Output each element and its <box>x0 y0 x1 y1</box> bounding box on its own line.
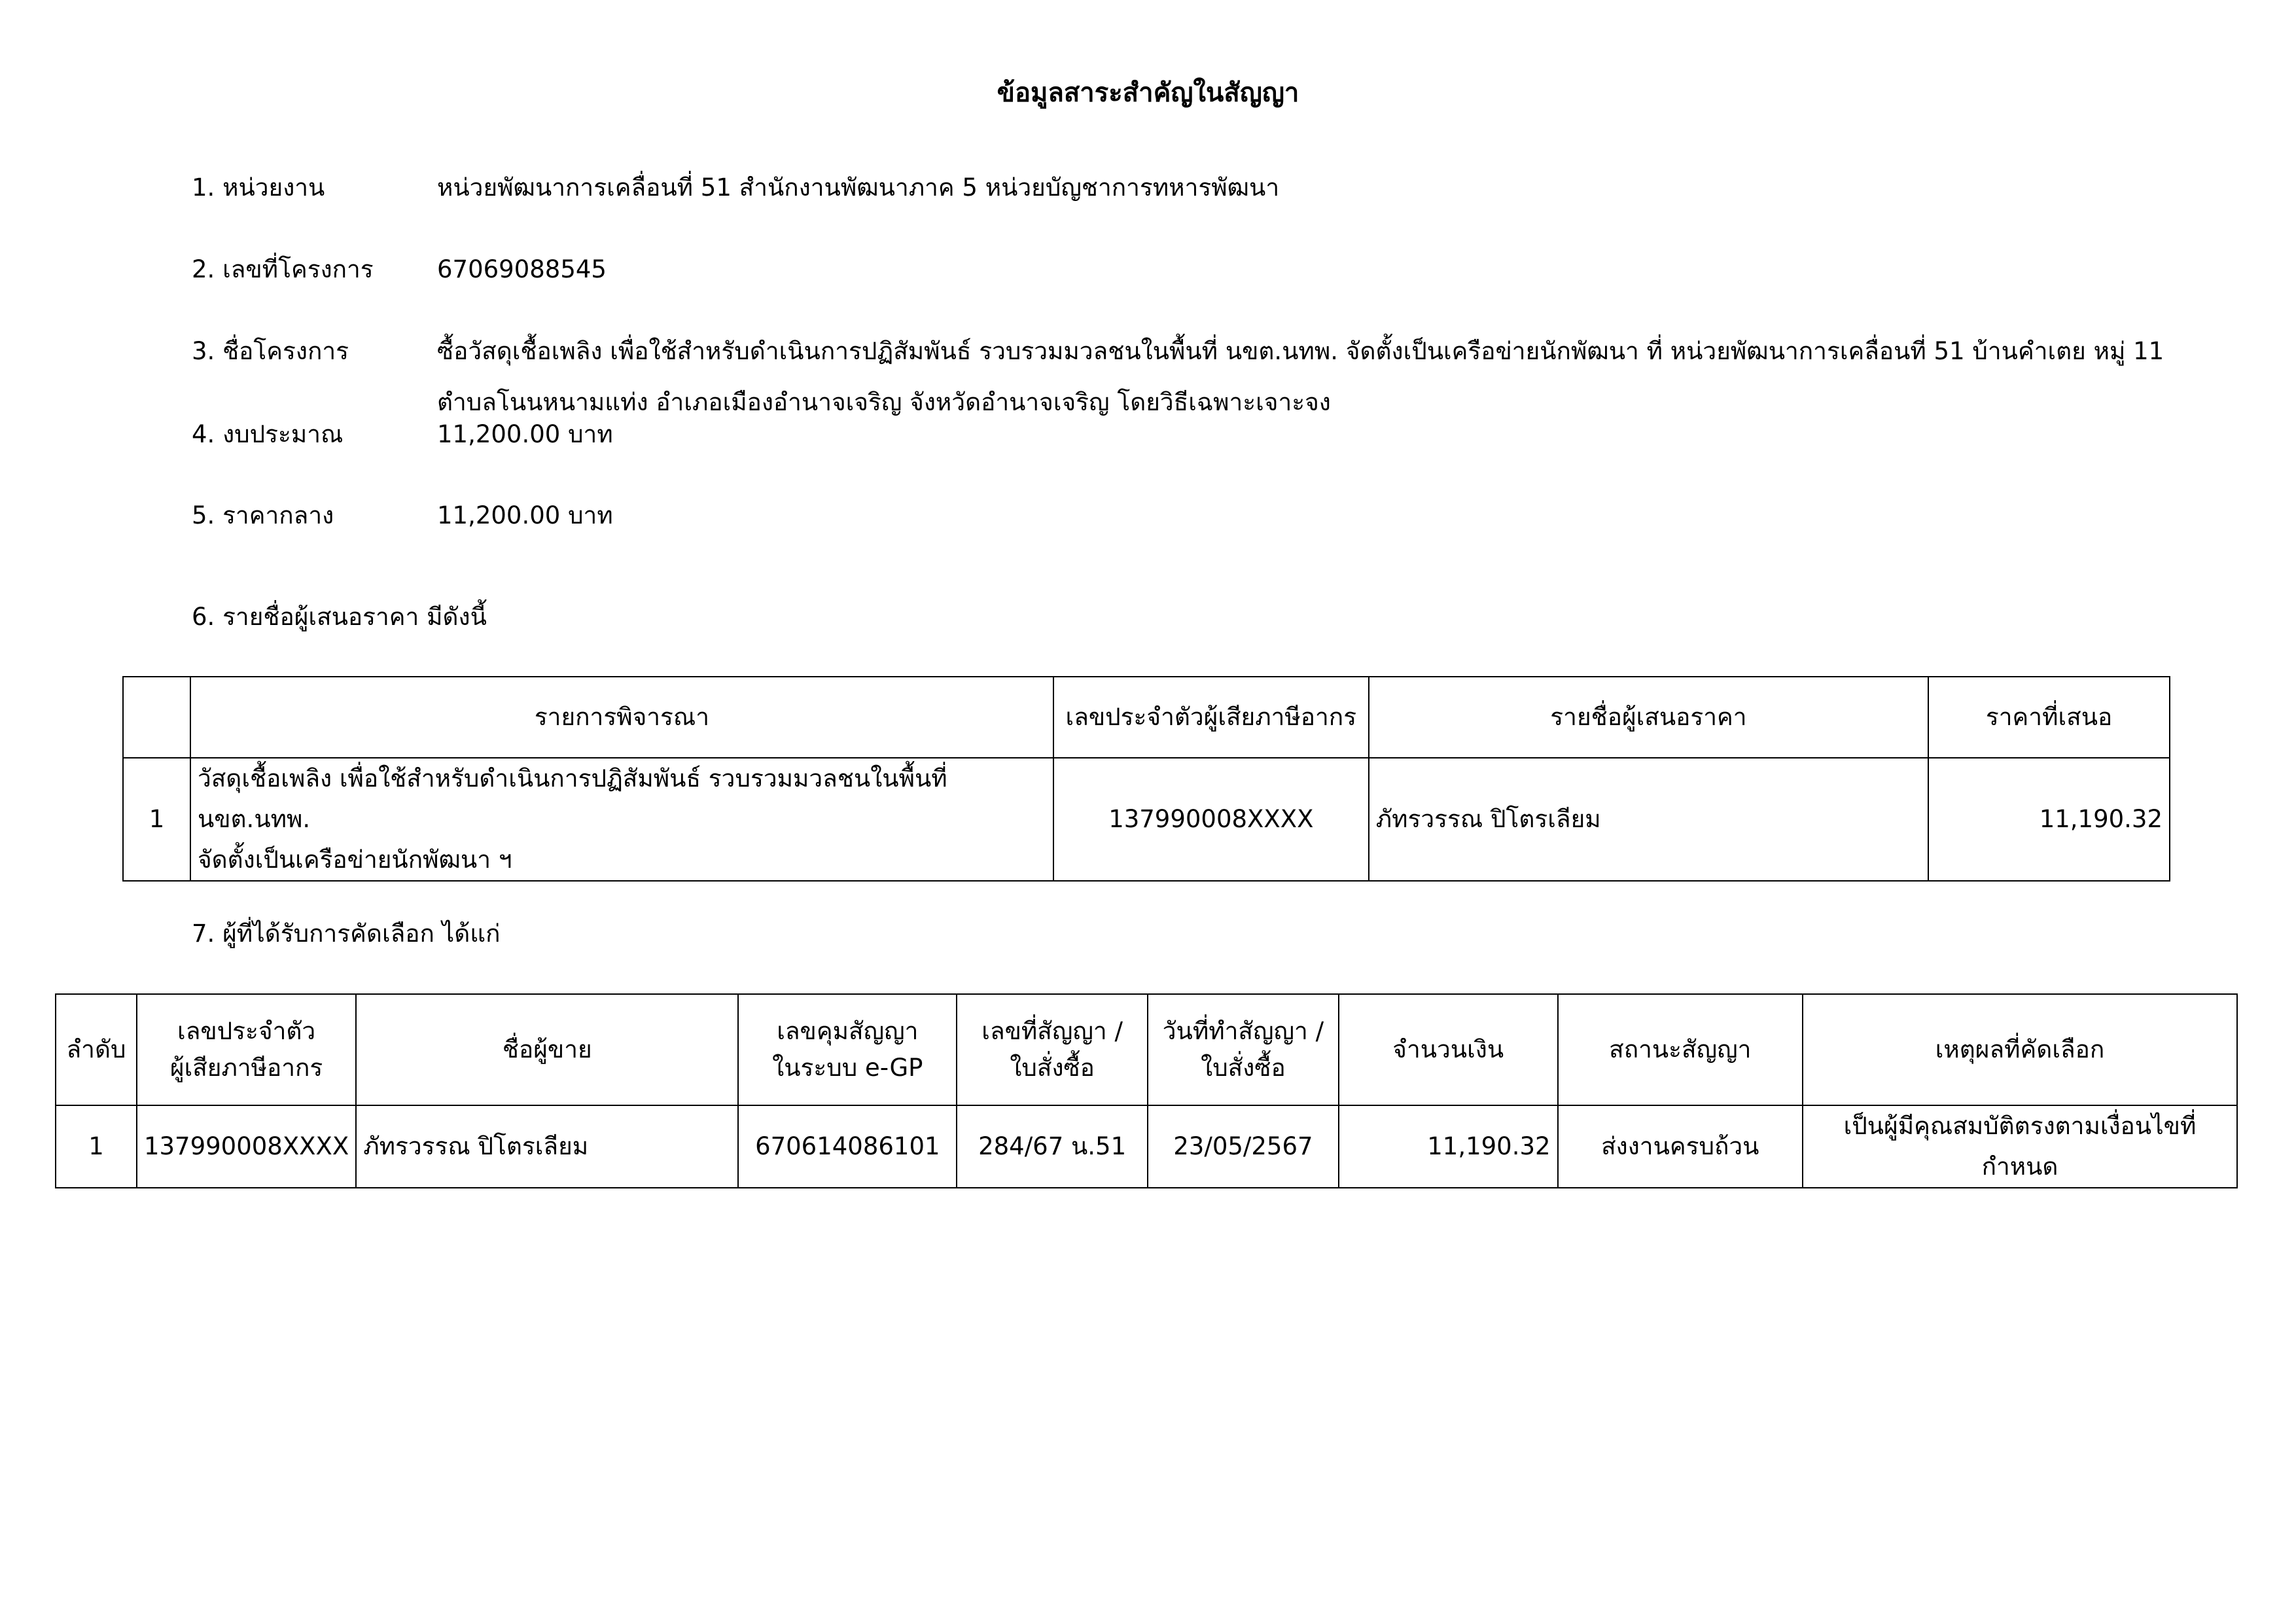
header-cell: เลขคุมสัญญา ในระบบ e-GP <box>738 994 957 1105</box>
item-label: 1. หน่วยงาน <box>192 173 325 202</box>
item-description-line1: วัสดุเชื้อเพลิง เพื่อใช้สำหรับดำเนินการปฏิสัมพันธ์ รวบรวมมวลชนในพื้นที่ นขต.นทพ. <box>197 764 947 833</box>
winners-table <box>55 993 2238 1188</box>
contract-amount: 11,190.32 <box>1339 1105 1558 1188</box>
item-label: 6. รายชื่อผู้เสนอราคา มีดังนี้ <box>192 603 487 631</box>
item-value: 11,200.00 บาท <box>437 501 613 529</box>
item-label: 2. เลขที่โครงการ <box>192 255 374 283</box>
header-cell: รายชื่อผู้เสนอราคา <box>1369 677 1928 758</box>
header-cell <box>123 677 190 758</box>
header-cell: เหตุผลที่คัดเลือก <box>1803 994 2237 1105</box>
header-cell: ชื่อผู้ขาย <box>356 994 738 1105</box>
tax-id: 137990008XXXX <box>1053 758 1369 881</box>
item-value: 67069088545 <box>437 255 607 283</box>
egp-control-number: 670614086101 <box>738 1105 957 1188</box>
header-cell: สถานะสัญญา <box>1558 994 1803 1105</box>
bidders-table <box>122 676 2170 882</box>
item-description <box>190 758 1053 881</box>
tax-id: 137990008XXXX <box>137 1105 356 1188</box>
item-value: หน่วยพัฒนาการเคลื่อนที่ 51 สำนักงานพัฒนาภาค 5 หน่วยบัญชาการทหารพัฒนา <box>437 173 1280 202</box>
item-description-line2: จัดตั้งเป็นเครือข่ายนักพัฒนา ฯ <box>197 846 512 874</box>
item-label: 5. ราคากลาง <box>192 501 334 529</box>
header-cell: ลำดับ <box>56 994 137 1105</box>
header-cell: ราคาที่เสนอ <box>1928 677 2170 758</box>
row-number: 1 <box>56 1105 137 1188</box>
seller-name: ภัทรวรรณ ปิโตรเลียม <box>356 1105 738 1188</box>
row-number: 1 <box>123 758 190 881</box>
item-value-line1: ซื้อวัสดุเชื้อเพลิง เพื่อใช้สำหรับดำเนินการปฏิสัมพันธ์ รวบรวมมวลชนในพื้นที่ นขต.นทพ. จัดตั้งเป็นเครือข่ายนักพัฒนา ที่ หน่วยพัฒนาการเคลื่อนที่ 51 บ้านคำเตย หมู่ 11 <box>437 337 2164 365</box>
header-cell: รายการพิจารณา <box>190 677 1053 758</box>
item-label: 4. งบประมาณ <box>192 420 344 448</box>
bidder-name: ภัทรวรรณ ปิโตรเลียม <box>1369 758 1928 881</box>
table-row <box>123 758 2170 881</box>
contract-status: ส่งงานครบถ้วน <box>1558 1105 1803 1188</box>
header-cell: เลขประจำตัว ผู้เสียภาษีอากร <box>137 994 356 1105</box>
item-value: 11,200.00 บาท <box>437 420 613 448</box>
header-cell: วันที่ทำสัญญา / ใบสั่งซื้อ <box>1148 994 1339 1105</box>
header-cell: เลขประจำตัวผู้เสียภาษีอากร <box>1053 677 1369 758</box>
item-value-line2: ตำบลโนนหนามแท่ง อำเภอเมืองอำนาจเจริญ จังหวัดอำนาจเจริญ โดยวิธีเฉพาะเจาะจง <box>437 388 1331 416</box>
offered-price: 11,190.32 <box>1928 758 2170 881</box>
table-header-row <box>56 994 2237 1105</box>
selection-reason: เป็นผู้มีคุณสมบัติตรงตามเงื่อนไขที่กำหนด <box>1803 1105 2237 1188</box>
contract-number: 284/67 น.51 <box>957 1105 1148 1188</box>
document-title: ข้อมูลสาระสำคัญในสัญญา <box>997 78 1299 108</box>
header-cell: จำนวนเงิน <box>1339 994 1558 1105</box>
item-label: 7. ผู้ที่ได้รับการคัดเลือก ได้แก่ <box>192 919 501 948</box>
contract-date: 23/05/2567 <box>1148 1105 1339 1188</box>
table-header-row <box>123 677 2170 758</box>
table-row <box>56 1105 2237 1188</box>
header-cell: เลขที่สัญญา / ใบสั่งซื้อ <box>957 994 1148 1105</box>
item-label: 3. ชื่อโครงการ <box>192 337 349 365</box>
